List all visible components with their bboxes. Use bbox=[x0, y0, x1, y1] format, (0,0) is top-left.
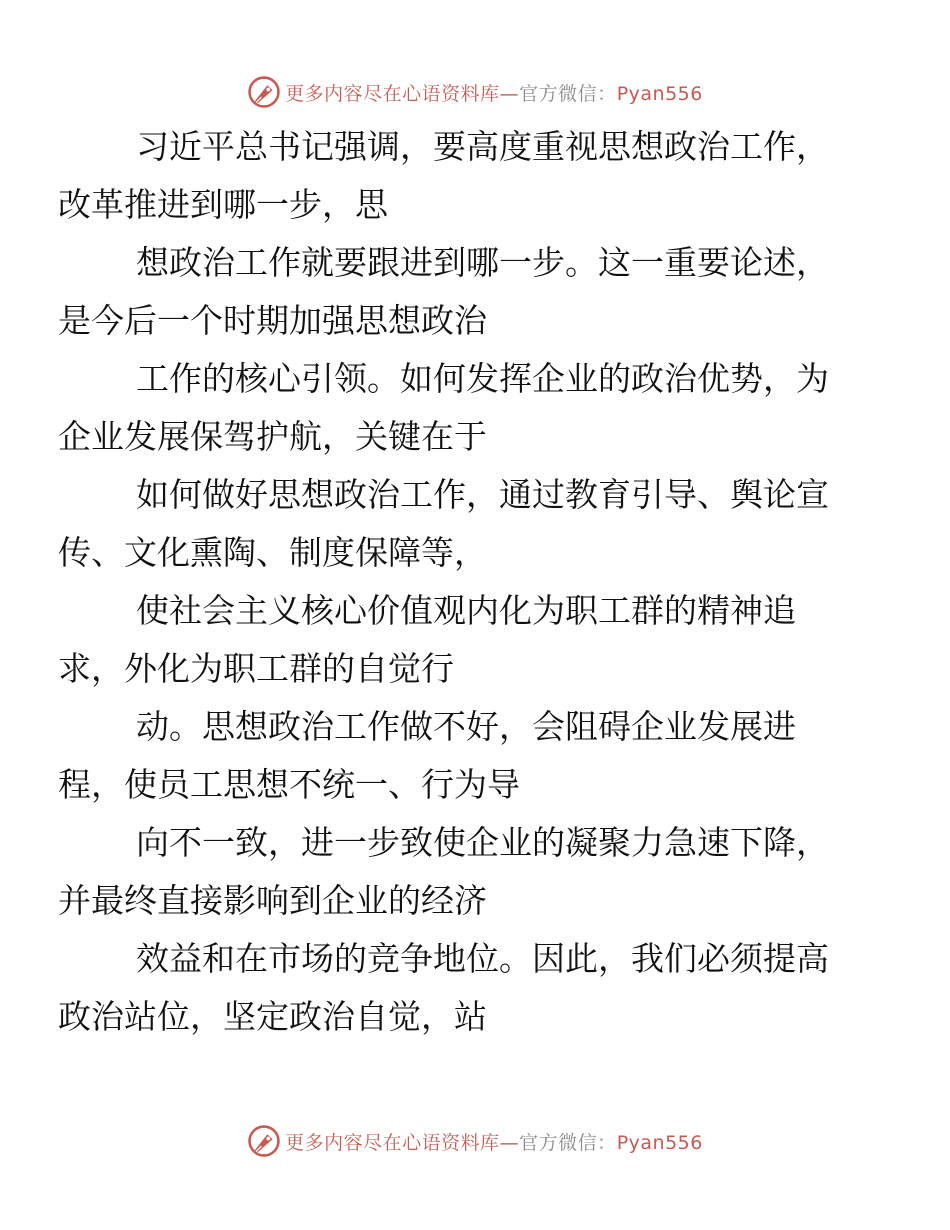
header-watermark bbox=[0, 72, 950, 112]
watermark-official: 官方微信： bbox=[519, 82, 617, 105]
watermark-dash: — bbox=[499, 1131, 520, 1154]
paragraph bbox=[58, 698, 857, 814]
watermark-dash: — bbox=[499, 82, 520, 105]
watermark-text bbox=[285, 79, 703, 106]
paragraph bbox=[58, 118, 857, 234]
paragraph-line: 企业发展保驾护航，关键在于 bbox=[58, 417, 487, 456]
watermark-main: 更多内容尽在心语资料库 bbox=[285, 1131, 500, 1154]
paragraph-line: 工作的核心引领。如何发挥企业的政治优势，为 bbox=[136, 359, 829, 398]
watermark-official: 官方微信： bbox=[519, 1131, 617, 1154]
paragraph bbox=[58, 814, 857, 930]
pen-nib-logo-icon bbox=[247, 75, 281, 109]
watermark-id: Pyan556 bbox=[616, 1131, 703, 1154]
paragraph bbox=[58, 582, 857, 698]
paragraph bbox=[58, 350, 857, 466]
watermark-main: 更多内容尽在心语资料库 bbox=[285, 82, 500, 105]
paragraph-line: 习近平总书记强调，要高度重视思想政治工作， bbox=[136, 127, 829, 166]
paragraph-line: 使社会主义核心价值观内化为职工群的精神追 bbox=[136, 591, 796, 630]
paragraph-line: 改革推进到哪一步，思 bbox=[58, 185, 388, 224]
paragraph-line: 并最终直接影响到企业的经济 bbox=[58, 881, 487, 920]
paragraph bbox=[58, 234, 857, 350]
paragraph-line: 效益和在市场的竞争地位。因此，我们必须提高 bbox=[136, 939, 829, 978]
paragraph bbox=[58, 930, 857, 1046]
paragraph-line: 如何做好思想政治工作，通过教育引导、舆论宣 bbox=[136, 475, 829, 514]
paragraph-line: 动。思想政治工作做不好，会阻碍企业发展进 bbox=[136, 707, 796, 746]
document-body bbox=[58, 118, 857, 1046]
paragraph-line: 是今后一个时期加强思想政治 bbox=[58, 301, 487, 340]
paragraph bbox=[58, 466, 857, 582]
watermark-text bbox=[285, 1128, 703, 1155]
paragraph-line: 求，外化为职工群的自觉行 bbox=[58, 649, 454, 688]
paragraph-line: 传、文化熏陶、制度保障等， bbox=[58, 533, 487, 572]
paragraph-line: 政治站位，坚定政治自觉，站 bbox=[58, 997, 487, 1036]
paragraph-line: 程，使员工思想不统一、行为导 bbox=[58, 765, 520, 804]
watermark-id: Pyan556 bbox=[616, 82, 703, 105]
footer-watermark bbox=[0, 1121, 950, 1161]
paragraph-line: 向不一致，进一步致使企业的凝聚力急速下降， bbox=[136, 823, 829, 862]
pen-nib-logo-icon bbox=[247, 1124, 281, 1158]
paragraph-line: 想政治工作就要跟进到哪一步。这一重要论述， bbox=[136, 243, 829, 282]
